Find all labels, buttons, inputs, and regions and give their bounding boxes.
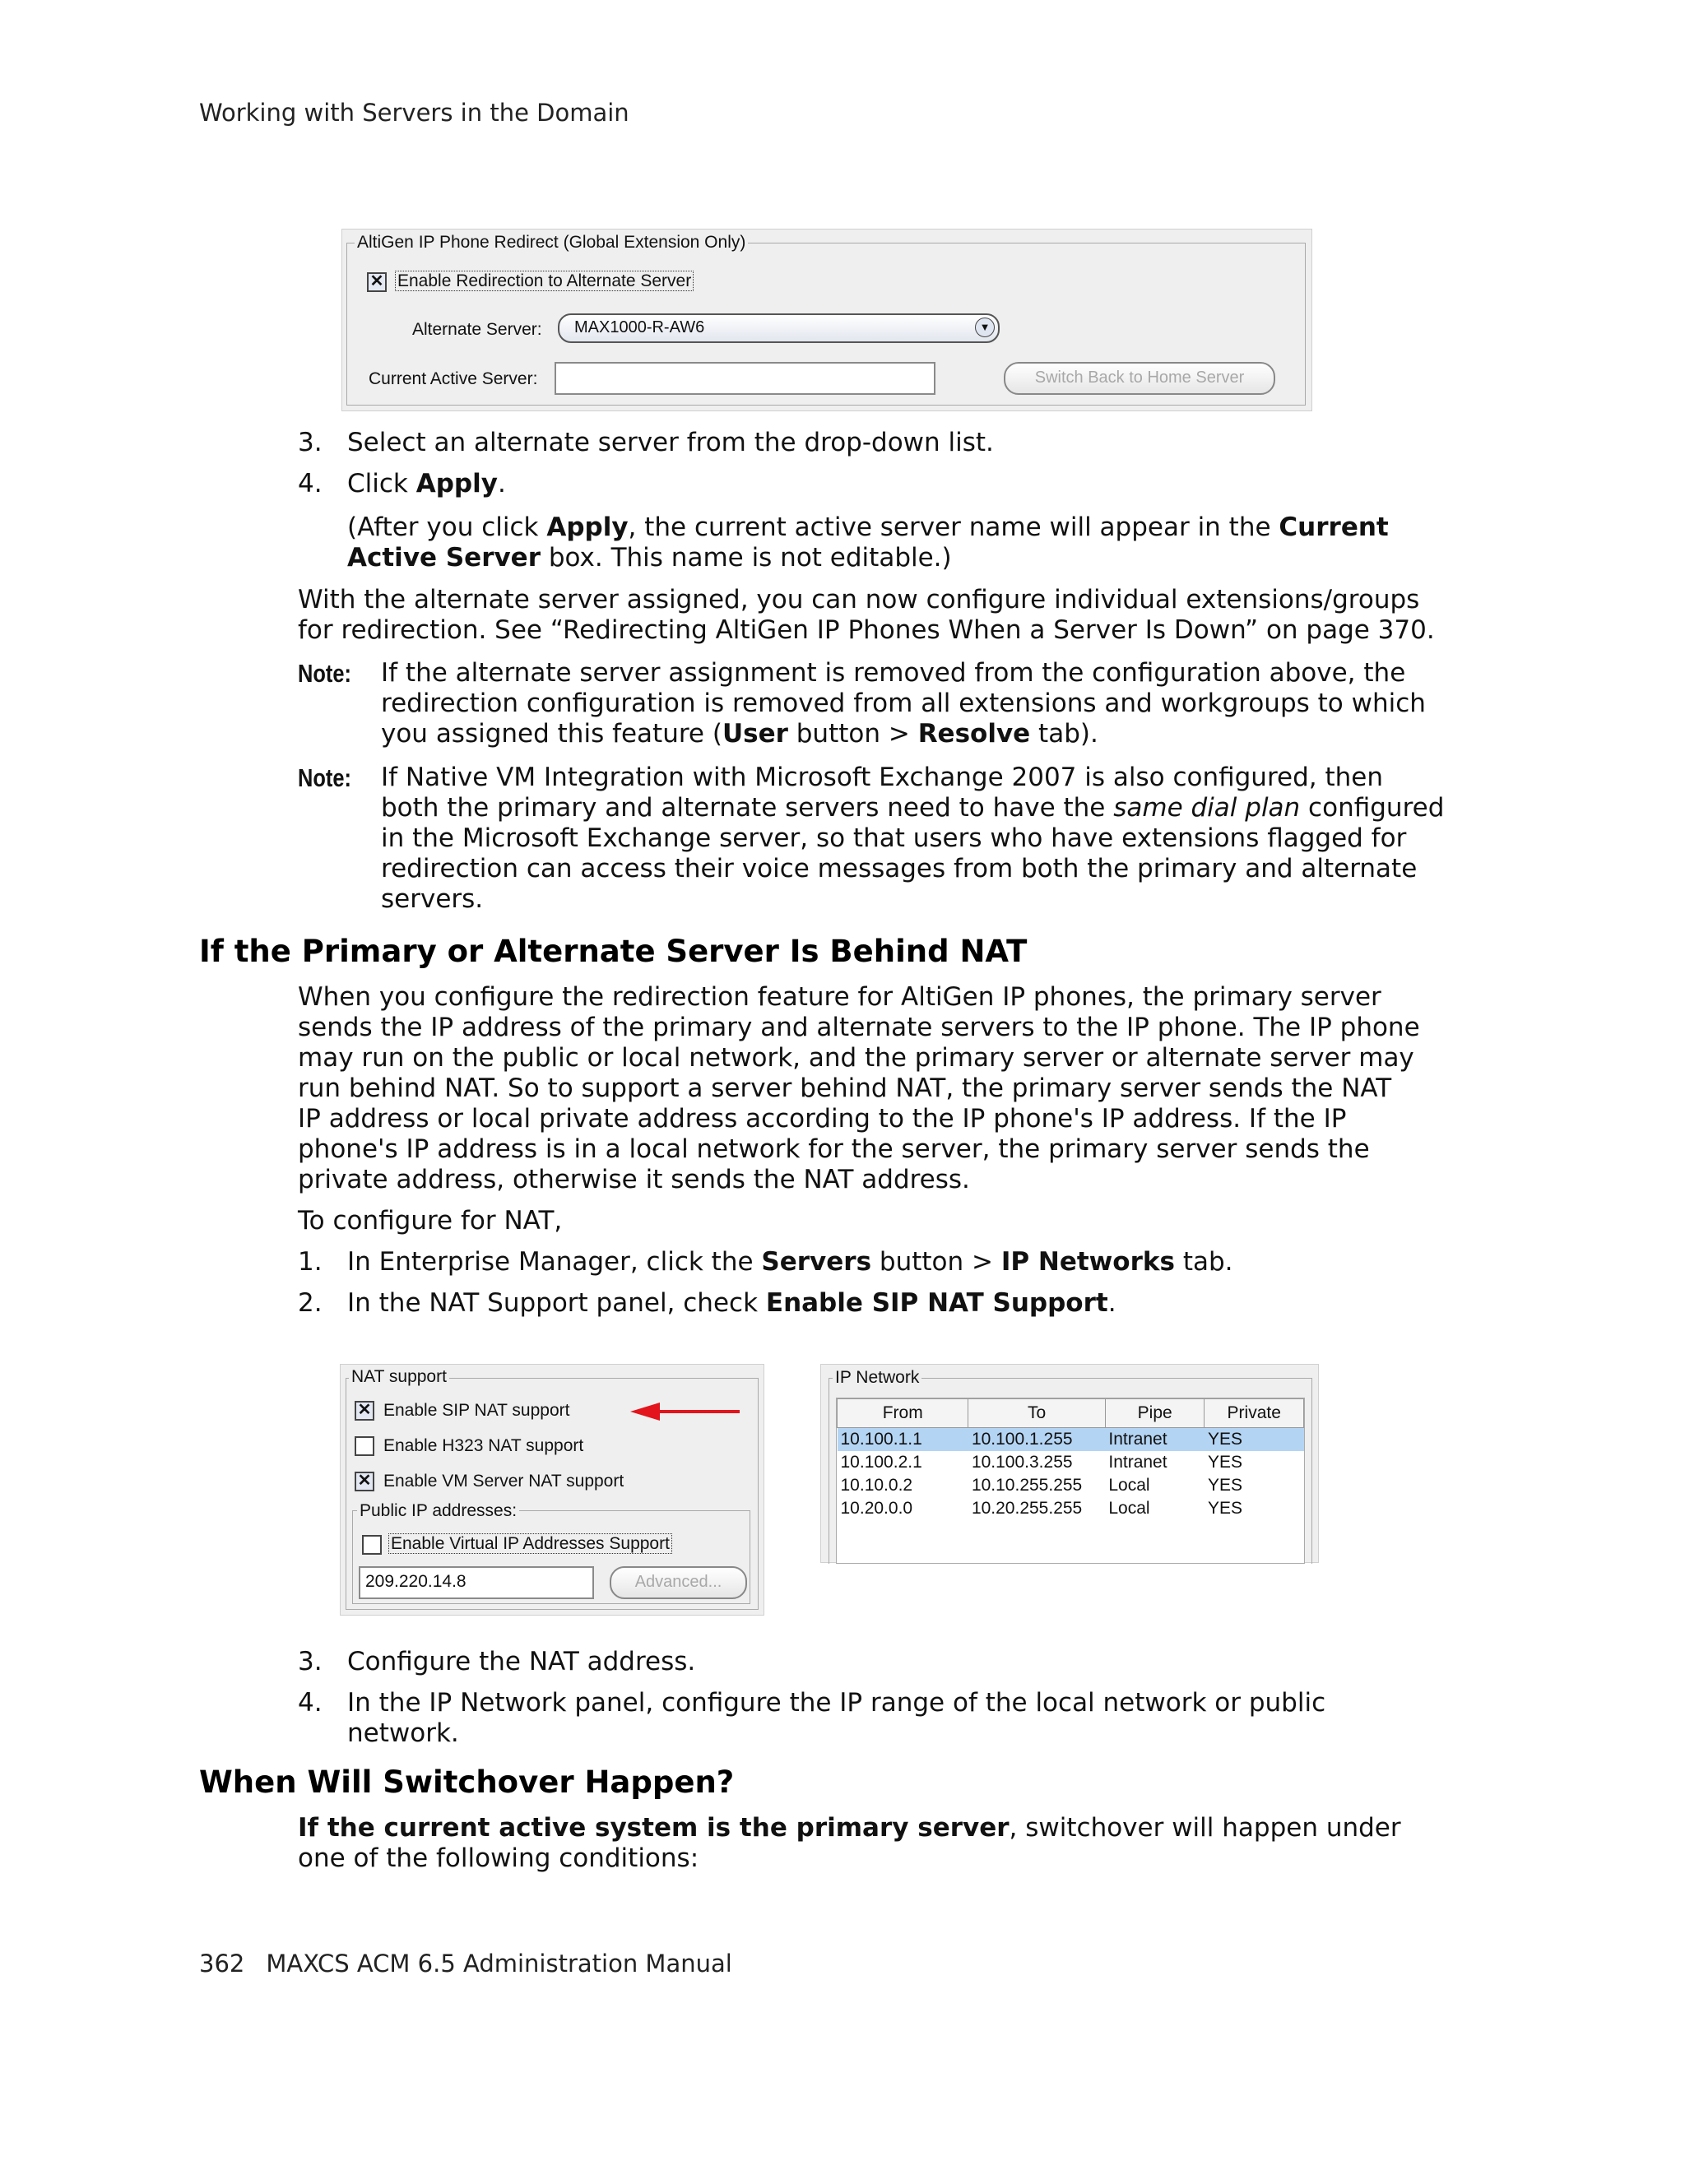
enable-sip-nat-label[interactable]: Enable SIP NAT support bbox=[383, 1401, 570, 1420]
enable-h323-nat-label[interactable]: Enable H323 NAT support bbox=[383, 1436, 584, 1455]
public-ip-input[interactable]: 209.220.14.8 bbox=[359, 1566, 594, 1599]
alternate-assigned-paragraph: With the alternate server assigned, you can now configure individual extensions/groups for redirection. See “Redirecting AltiGen IP Phones When a Server Is Down” on page 370. bbox=[298, 585, 1435, 645]
enable-sip-nat-checkbox[interactable]: ✕ bbox=[355, 1401, 374, 1421]
switchover-paragraph: If the current active system is the primary server, switchover will happen under one of the following conditions: bbox=[298, 1813, 1401, 1873]
col-pipe[interactable]: Pipe bbox=[1105, 1399, 1205, 1428]
col-to[interactable]: To bbox=[968, 1399, 1105, 1428]
advanced-button[interactable]: Advanced... bbox=[610, 1566, 747, 1599]
manual-title: MAXCS ACM 6.5 Administration Manual bbox=[266, 1950, 732, 1978]
enable-vm-server-nat-checkbox[interactable]: ✕ bbox=[355, 1472, 374, 1491]
after-apply-paragraph: (After you click Apply, the current active server name will appear in the Current Active Server box. This name is not editable.) bbox=[347, 512, 1389, 573]
step-4-apply: 4. Click Apply. bbox=[298, 469, 506, 498]
table-row[interactable]: 10.20.0.0 10.20.255.255 Local YES bbox=[840, 1499, 1242, 1518]
col-from[interactable]: From bbox=[838, 1399, 968, 1428]
current-active-server-label: Current Active Server: bbox=[369, 369, 538, 388]
public-ip-legend: Public IP addresses: bbox=[357, 1501, 519, 1521]
chevron-down-icon[interactable]: ▼ bbox=[975, 318, 995, 337]
section-heading-nat: If the Primary or Alternate Server Is Behind NAT bbox=[199, 934, 1028, 969]
nat-paragraph: When you configure the redirection feature for AltiGen IP phones, the primary server sends the IP address of the primary and alternate servers to the IP phone. The IP phone may run on the public or local network, and the primary server or alternate server may run behind NAT. So to support a server behind NAT, the primary server sends the NAT IP address or local private address according to the IP phone's IP address. If the IP phone's IP address is in a local network for the server, the primary server sends the private address, otherwise it sends the NAT address. bbox=[298, 982, 1420, 1194]
current-active-server-field[interactable] bbox=[555, 362, 935, 395]
enable-redirection-checkbox[interactable]: ✕ bbox=[367, 272, 387, 292]
red-arrow-icon bbox=[629, 1399, 744, 1424]
step-3-select: 3. Select an alternate server from the drop-down list. bbox=[298, 428, 994, 457]
table-row[interactable]: 10.100.1.1 10.100.1.255 Intranet YES bbox=[838, 1428, 1304, 1452]
page-footer bbox=[199, 1950, 732, 1978]
switch-back-home-button[interactable]: Switch Back to Home Server bbox=[1004, 362, 1275, 395]
ip-network-panel-screenshot bbox=[820, 1364, 1319, 1563]
alternate-server-label: Alternate Server: bbox=[412, 320, 542, 339]
enable-vm-server-nat-label[interactable]: Enable VM Server NAT support bbox=[383, 1472, 624, 1491]
step-3-configure-nat: 3. Configure the NAT address. bbox=[298, 1647, 696, 1676]
step-4-ip-network: 4. In the IP Network panel, configure the IP range of the local network or public network. bbox=[298, 1688, 1326, 1748]
to-configure-nat: To configure for NAT, bbox=[298, 1206, 563, 1236]
enable-virtual-ip-label[interactable]: Enable Virtual IP Addresses Support bbox=[388, 1534, 672, 1554]
note-1-text: If the alternate server assignment is removed from the configuration above, the redirection configuration is removed from all extensions and workgroups to which you assigned this feature (User button > Resolve tab). bbox=[381, 658, 1426, 749]
page-number: 362 bbox=[199, 1950, 245, 1978]
step-2-nat-support: 2. In the NAT Support panel, check Enable SIP NAT Support. bbox=[298, 1288, 1116, 1318]
alternate-server-select[interactable] bbox=[558, 313, 1000, 343]
redirect-panel-screenshot bbox=[341, 229, 1312, 411]
alternate-server-value: MAX1000-R-AW6 bbox=[574, 318, 705, 336]
ip-network-legend: IP Network bbox=[833, 1368, 921, 1388]
nat-legend: NAT support bbox=[349, 1367, 449, 1387]
step-1-servers: 1. In Enterprise Manager, click the Servers button > IP Networks tab. bbox=[298, 1247, 1233, 1277]
note-1-label: Note: bbox=[298, 659, 351, 688]
redirect-legend: AltiGen IP Phone Redirect (Global Extension Only) bbox=[355, 233, 748, 253]
note-2-text: If Native VM Integration with Microsoft Exchange 2007 is also configured, then both the primary and alternate servers need to have the same dial plan configured in the Microsoft Exchange server, so that users who have extensions flagged for redirection can access their voice messages from both the primary and alternate servers. bbox=[381, 763, 1445, 914]
nat-support-panel-screenshot bbox=[340, 1364, 764, 1616]
enable-redirection-label[interactable]: Enable Redirection to Alternate Server bbox=[395, 271, 694, 291]
running-header: Working with Servers in the Domain bbox=[199, 99, 629, 127]
table-row[interactable]: 10.10.0.2 10.10.255.255 Local YES bbox=[840, 1476, 1242, 1495]
section-heading-switchover: When Will Switchover Happen? bbox=[199, 1764, 735, 1800]
table-row[interactable]: 10.100.2.1 10.100.3.255 Intranet YES bbox=[840, 1453, 1242, 1472]
enable-virtual-ip-checkbox[interactable] bbox=[362, 1535, 382, 1555]
enable-h323-nat-checkbox[interactable] bbox=[355, 1436, 374, 1456]
ip-network-table bbox=[837, 1398, 1304, 1520]
col-private[interactable]: Private bbox=[1205, 1399, 1304, 1428]
note-2-label: Note: bbox=[298, 763, 351, 792]
